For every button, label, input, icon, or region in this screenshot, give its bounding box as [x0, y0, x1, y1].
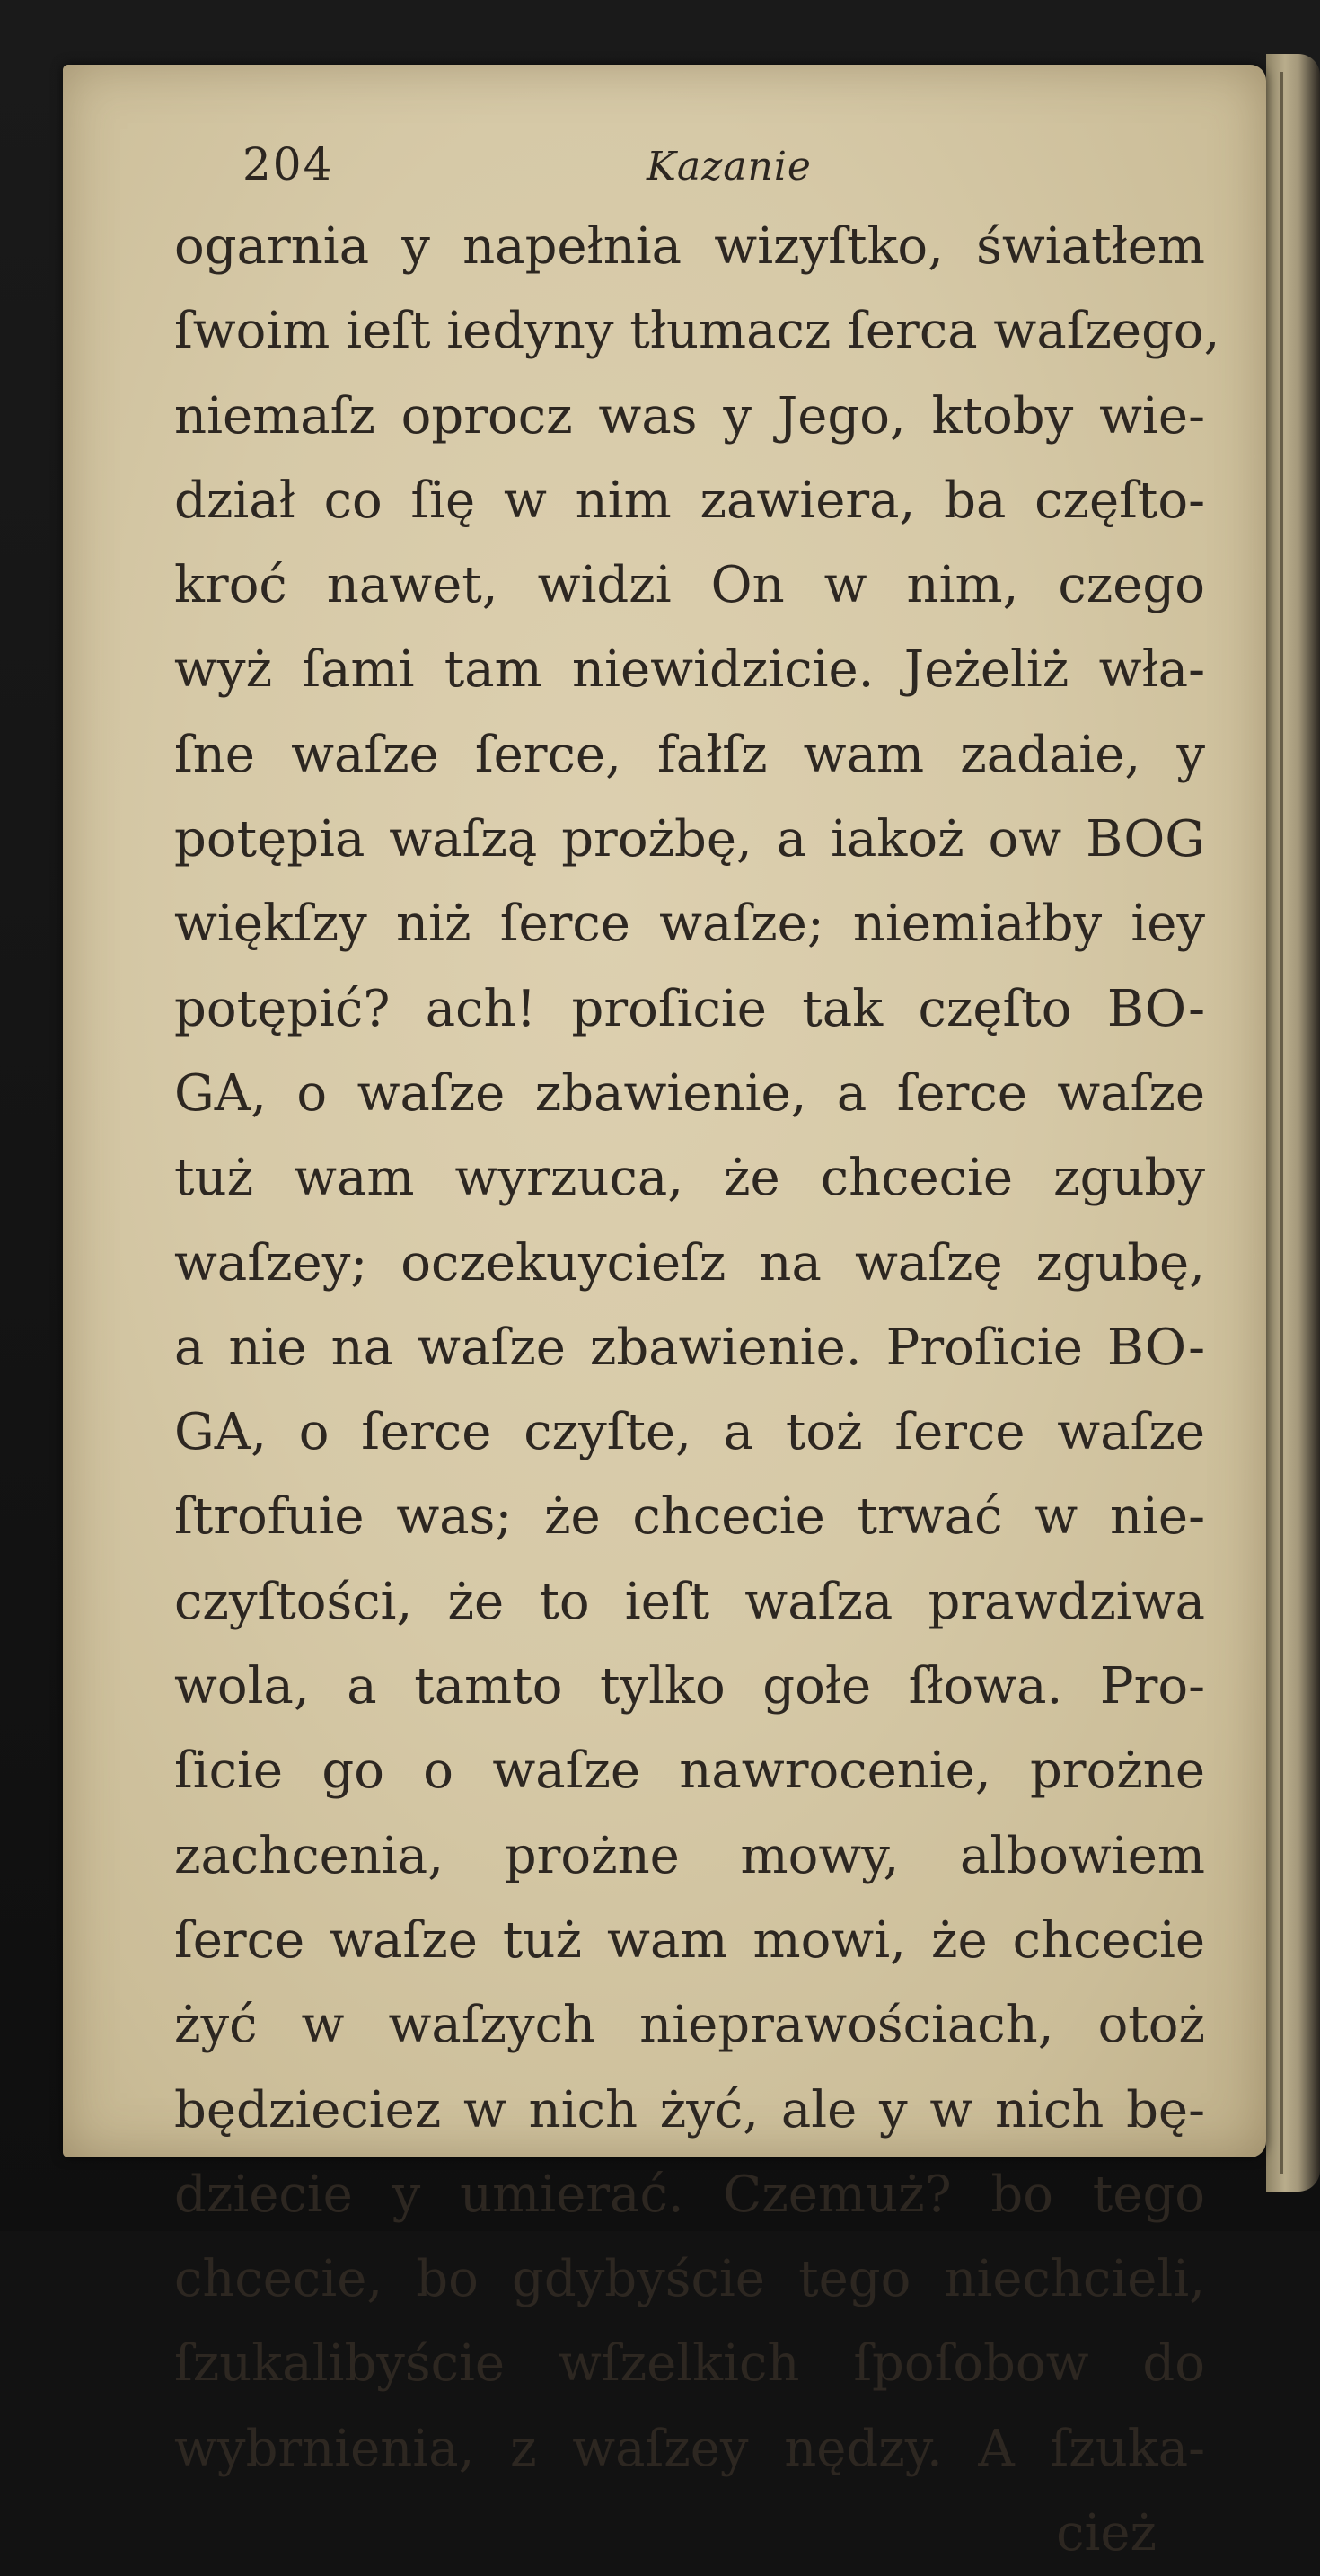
- text-line: GA, o waſze zbawienie, a ſerce waſze: [174, 1063, 1205, 1123]
- catchword: cież: [1056, 2504, 1157, 2563]
- text-line: wybrnienia, z waſzey nędzy. A ſzuka-: [174, 2419, 1205, 2478]
- text-line: będzieciez w nich żyć, ale y w nich bę-: [174, 2080, 1205, 2139]
- text-line: wola, a tamto tylko gołe ſłowa. Pro-: [174, 1657, 1205, 1716]
- text-line: kroć nawet, widzi On w nim, czego: [174, 556, 1205, 615]
- text-line: ogarnia y napełnia wizyſtko, światłem: [174, 217, 1205, 276]
- text-line: potępić? ach! proſicie tak częſto BO-: [174, 979, 1205, 1038]
- text-line: zachcenia, prożne mowy, albowiem: [174, 1826, 1205, 1885]
- text-line: a nie na waſze zbawienie. Proſicie BO-: [174, 1318, 1205, 1377]
- text-line: żyć w waſzych nieprawościach, otoż: [174, 1996, 1205, 2055]
- running-head: Kazanie: [647, 144, 812, 190]
- body-text: [174, 205, 1220, 2576]
- page-edge-line: [1280, 72, 1283, 2174]
- text-line: potępia waſzą prożbę, a iakoż ow BOG: [174, 810, 1205, 869]
- text-line: ſzukalibyście wſzelkich ſpoſobow do: [174, 2334, 1205, 2394]
- page-edge: [1266, 54, 1320, 2192]
- text-line: chcecie, bo gdybyście tego niechcieli,: [174, 2250, 1205, 2309]
- page-header: [242, 135, 1140, 207]
- text-line: ſicie go o waſze nawrocenie, prożne: [174, 1742, 1205, 1801]
- text-line: GA, o ſerce czyſte, a toż ſerce waſze: [174, 1403, 1205, 1462]
- text-line: waſzey; oczekuycieſz na waſzę zgubę,: [174, 1233, 1205, 1292]
- text-line: ſerce waſze tuż wam mowi, że chcecie: [174, 1910, 1205, 1970]
- text-line: dział co ſię w nim zawiera, ba częſto-: [174, 471, 1205, 530]
- text-line: ſwoim ieſt iedyny tłumacz ſerca waſzego,: [174, 302, 1220, 361]
- text-line: ſne waſze ſerce, fałſz wam zadaie, y: [174, 725, 1205, 784]
- text-line: wyż ſami tam niewidzicie. Jeżeliż wła-: [174, 640, 1205, 700]
- text-line: więkſzy niż ſerce waſze; niemiałby iey: [174, 895, 1205, 954]
- text-line: dziecie y umierać. Czemuż? bo tego: [174, 2165, 1205, 2224]
- text-line: niemaſz oprocz was y Jego, ktoby wie-: [174, 386, 1205, 446]
- text-line: ſtrofuie was; że chcecie trwać w nie-: [174, 1487, 1205, 1547]
- text-line: tuż wam wyrzuca, że chcecie zguby: [174, 1149, 1205, 1208]
- text-line: czyſtości, że to ieſt waſza prawdziwa: [174, 1572, 1205, 1631]
- page-number: 204: [242, 138, 334, 190]
